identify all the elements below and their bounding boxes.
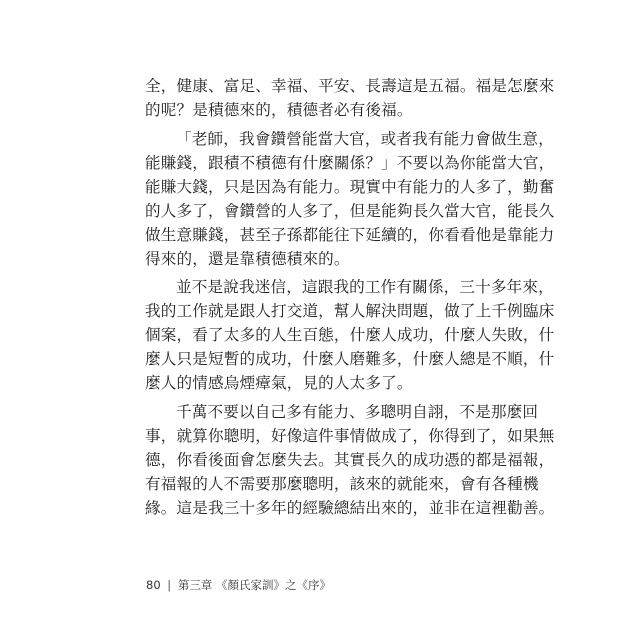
text-line: 麼人的情感烏煙瘴氣，見的人太多了。 [145,374,413,392]
text-line: 並不是說我迷信，這跟我的工作有關係，三十多年來， [176,278,554,296]
paragraph [145,127,555,271]
paragraph [145,275,555,395]
text-line: 事，就算你聰明，好像這件事情做成了，你得到了，如果無 [145,426,555,445]
footer-separator: | [167,578,172,592]
paragraph [145,74,555,122]
text-line: 「老師，我會鑽營能當大官，或者我有能力會做生意， [176,129,554,148]
text-line: 有福報的人不需要那麼聰明，該來的就能來，會有各種機 [145,474,539,493]
paragraph [145,400,555,520]
text-line: 千萬不要以自己多有能力、多聰明自詡，不是那麼回 [176,402,539,421]
text-line: 緣。這是我三十多年的經驗總結出來的，並非在這裡勸善。 [145,498,555,517]
text-line: 做生意賺錢，甚至子孫都能往下延續的，你看看他是靠能力 [145,225,555,244]
body-text [145,74,555,520]
text-line: 我的工作就是跟人打交道，幫人解決問題，做了上千例臨床 [145,302,555,320]
text-line: 麼人只是短暫的成功，什麼人磨難多，什麼人總是不順，什 [145,350,555,368]
text-line: 的呢？是積德來的，積德者必有後福。 [145,101,413,119]
page-number: 80 [146,578,161,592]
text-line: 能賺大錢，只是因為有能力。現實中有能力的人多了，勤奮 [145,177,555,196]
text-line: 個案，看了太多的人生百態，什麼人成功，什麼人失敗，什 [145,326,555,344]
text-line: 得來的，還是靠積德積來的。 [145,249,350,268]
chapter-title: 第三章 《顏氏家訓》之《序》 [177,578,331,592]
text-line: 能賺錢，跟積不積德有什麼關係？」不要以為你能當大官， [145,153,555,172]
text-line: 的人多了，會鑽營的人多了，但是能夠長久當大官，能長久 [145,201,555,220]
text-line: 全，健康、富足、幸福、平安、長壽這是五福。福是怎麼來 [145,77,555,95]
text-line: 德，你看後面會怎麼失去。其實長久的成功憑的都是福報， [145,450,555,469]
page-footer [146,577,331,593]
